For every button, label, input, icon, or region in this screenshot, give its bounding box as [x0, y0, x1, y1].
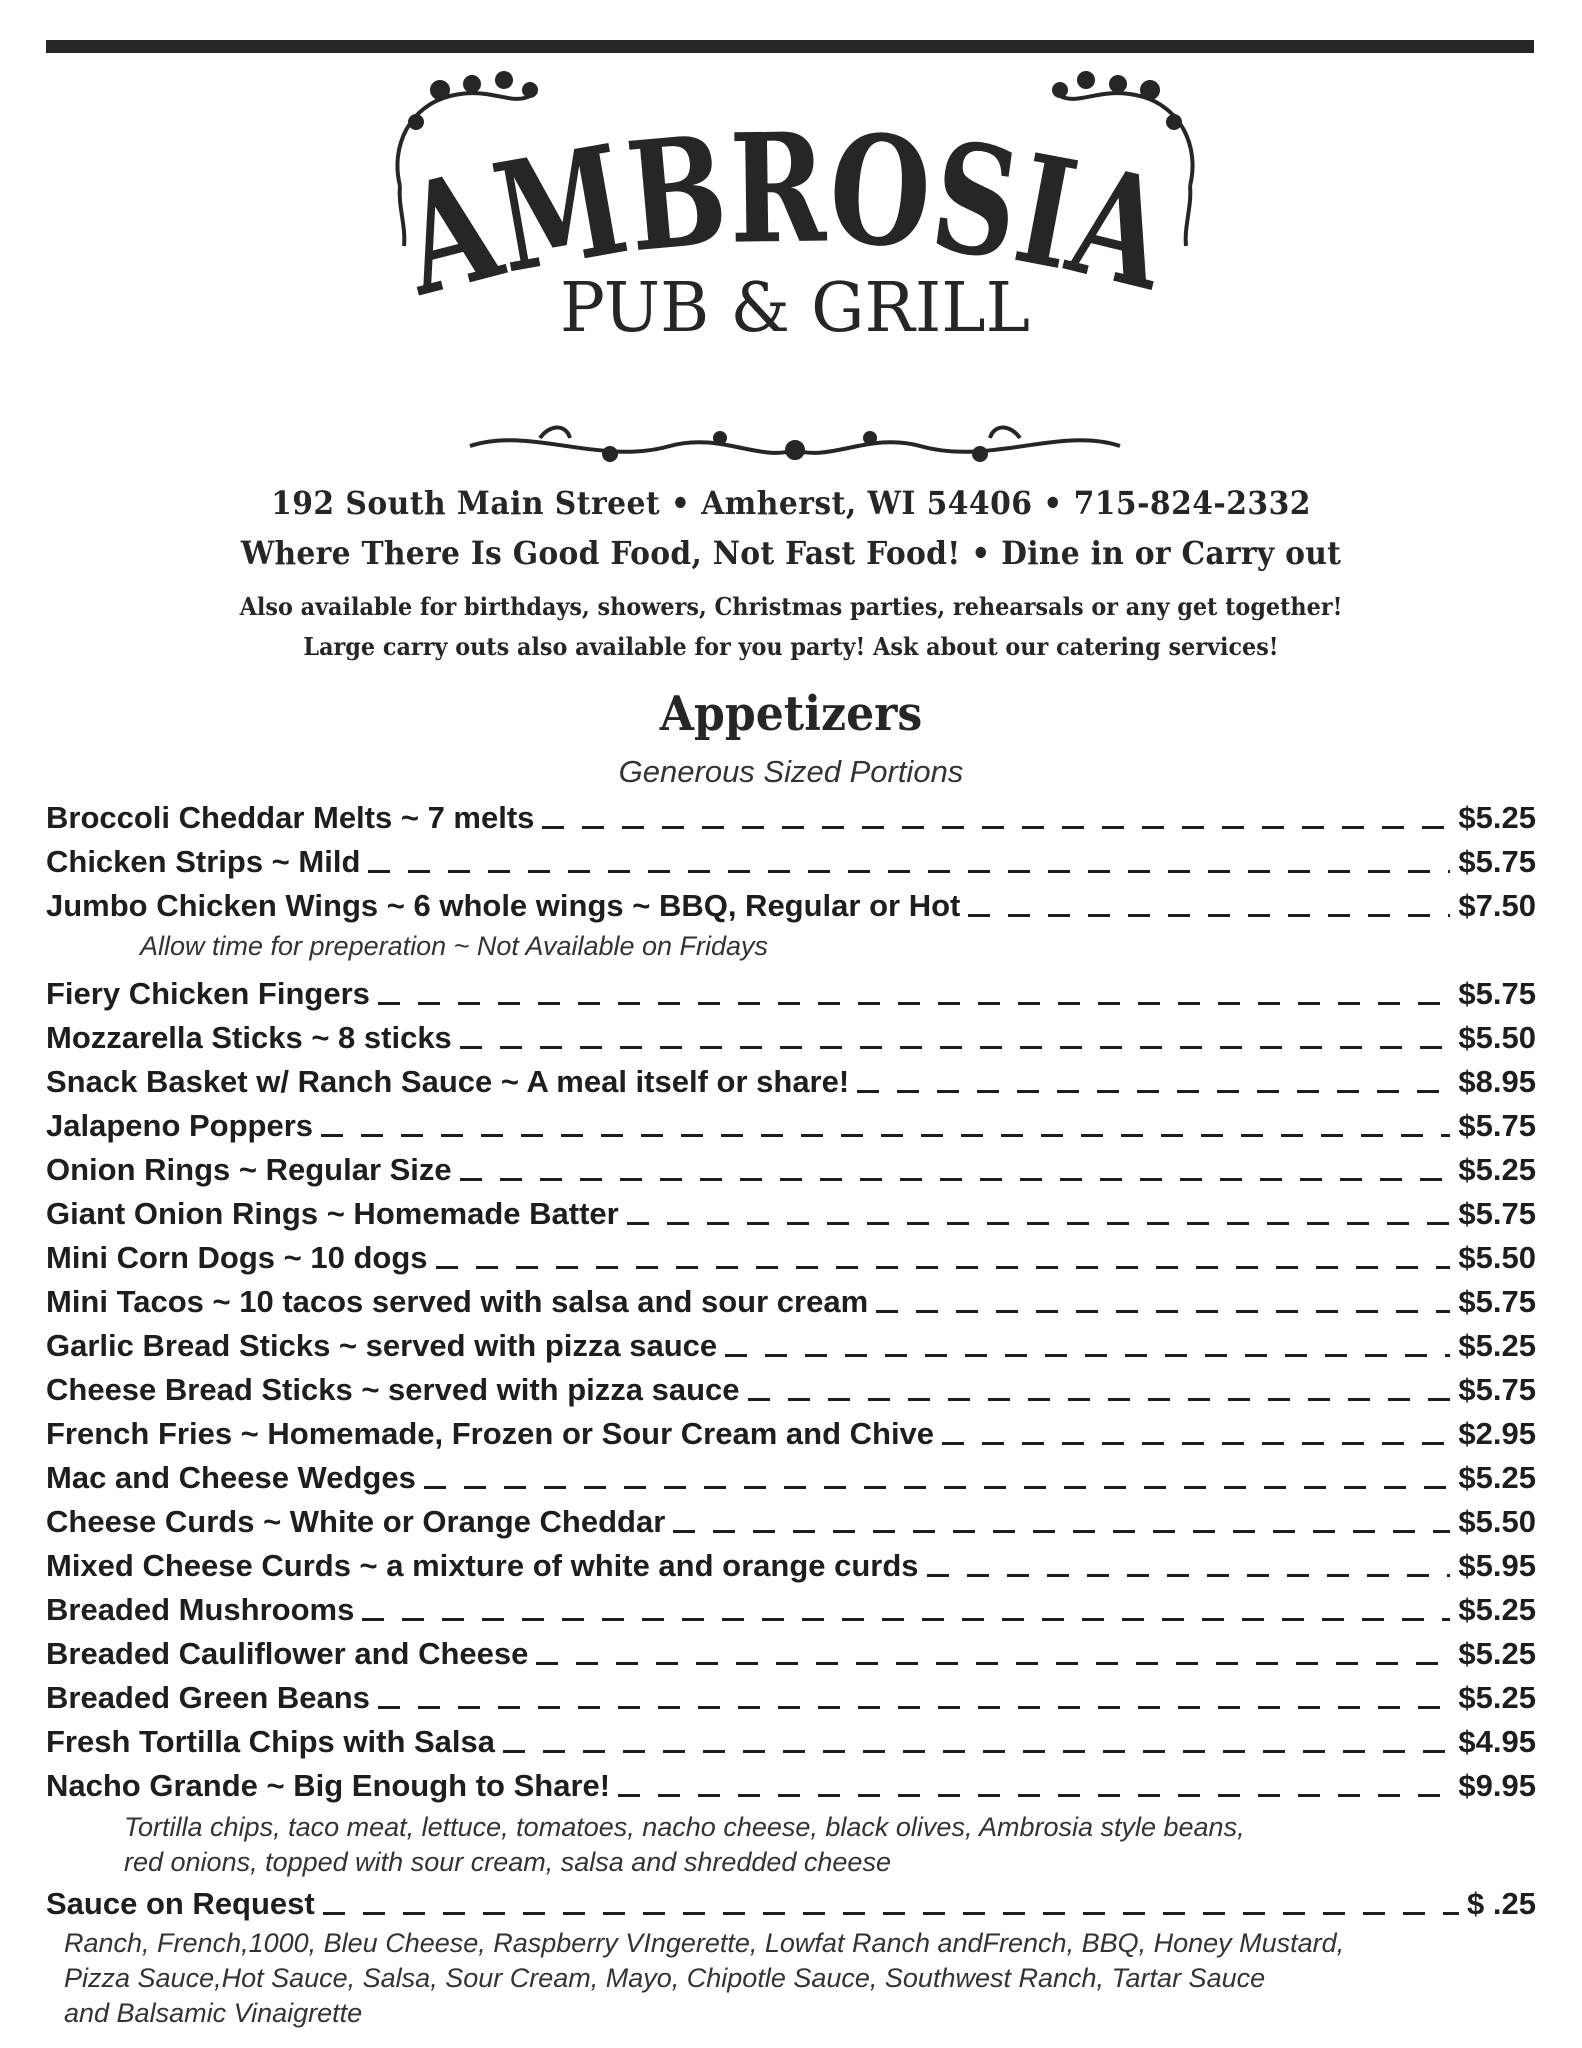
dotted-leader	[323, 1912, 1459, 1915]
item-name: Mixed Cheese Curds ~ a mixture of white and orange curds	[46, 1548, 919, 1583]
events-line: Also available for birthdays, showers, Christmas parties, rehearsals or any get together!	[239, 592, 1343, 621]
nacho-desc-line: red onions, topped with sour cream, salsa and shredded cheese	[124, 1847, 891, 1877]
menu-item	[46, 1544, 1536, 1588]
dotted-leader	[542, 826, 1450, 829]
item-price: $5.75	[1458, 844, 1536, 879]
item-price: $5.95	[1458, 1548, 1536, 1583]
item-name: Snack Basket w/ Ranch Sauce ~ A meal itself or share!	[46, 1064, 850, 1099]
item-name: Nacho Grande ~ Big Enough to Share!	[46, 1768, 611, 1803]
section-title: Appetizers	[659, 686, 923, 742]
scroll-divider-icon	[470, 428, 1120, 461]
item-name: Sauce on Request	[46, 1886, 315, 1921]
item-name: Breaded Mushrooms	[46, 1592, 355, 1627]
item-name: Breaded Cauliflower and Cheese	[46, 1636, 529, 1671]
menu-item	[46, 796, 1536, 840]
item-name: Cheese Bread Sticks ~ served with pizza sauce	[46, 1372, 740, 1407]
item-price: $5.50	[1458, 1240, 1536, 1275]
item-name: French Fries ~ Homemade, Frozen or Sour Cream and Chive	[46, 1416, 935, 1451]
dotted-leader	[503, 1750, 1450, 1753]
item-name: Fiery Chicken Fingers	[46, 976, 370, 1011]
dotted-leader	[968, 914, 1450, 917]
menu-item	[46, 1764, 1536, 1808]
menu-item	[46, 1060, 1536, 1104]
dotted-leader	[876, 1310, 1450, 1313]
dotted-leader	[942, 1442, 1450, 1445]
menu-item	[46, 884, 1536, 928]
menu-item	[46, 840, 1536, 884]
dotted-leader	[436, 1266, 1451, 1269]
menu-item	[46, 1280, 1536, 1324]
item-name: Fresh Tortilla Chips with Salsa	[46, 1724, 496, 1759]
sauce-desc-line: Ranch, French,1000, Bleu Cheese, Raspberry VIngerette, Lowfat Ranch andFrench, BBQ, Honey Mustard,	[64, 1928, 1345, 1958]
sauce-description	[46, 1926, 1536, 2031]
item-name: Jumbo Chicken Wings ~ 6 whole wings ~ BBQ, Regular or Hot	[46, 888, 961, 923]
dotted-leader	[857, 1090, 1450, 1093]
menu-item	[46, 1676, 1536, 1720]
item-price: $5.75	[1458, 1284, 1536, 1319]
item-price: $7.50	[1458, 888, 1536, 923]
item-price: $5.25	[1458, 1152, 1536, 1187]
dotted-leader	[748, 1398, 1451, 1401]
item-price: $5.25	[1458, 1460, 1536, 1495]
item-name: Chicken Strips ~ Mild	[46, 844, 361, 879]
item-price: $2.95	[1458, 1416, 1536, 1451]
item-price: $5.50	[1458, 1020, 1536, 1055]
brand-name: AMBROSIA	[384, 99, 1210, 331]
menu-item	[46, 1456, 1536, 1500]
dotted-leader	[378, 1002, 1451, 1005]
item-price: $5.75	[1458, 1372, 1536, 1407]
menu-item	[46, 1500, 1536, 1544]
sauce-desc-line: and Balsamic Vinaigrette	[64, 1998, 363, 2028]
menu-item	[46, 1412, 1536, 1456]
menu-item	[46, 972, 1536, 1016]
dotted-leader	[460, 1046, 1451, 1049]
item-name: Garlic Bread Sticks ~ served with pizza sauce	[46, 1328, 718, 1363]
dotted-leader	[627, 1222, 1451, 1225]
item-name: Broccoli Cheddar Melts ~ 7 melts	[46, 800, 535, 835]
menu-item	[46, 1236, 1536, 1280]
item-price: $5.50	[1458, 1504, 1536, 1539]
dotted-leader	[460, 1178, 1451, 1181]
item-name: Cheese Curds ~ White or Orange Cheddar	[46, 1504, 666, 1539]
dotted-leader	[378, 1706, 1451, 1709]
nacho-description	[46, 1808, 1536, 1882]
item-name: Breaded Green Beans	[46, 1680, 370, 1715]
dotted-leader	[368, 870, 1450, 873]
menu-item	[46, 1882, 1536, 1926]
item-price: $ .25	[1467, 1886, 1536, 1921]
sauce-desc-line: Pizza Sauce,Hot Sauce, Salsa, Sour Cream, Mayo, Chipotle Sauce, Southwest Ranch, Tartar Sauce	[64, 1963, 1266, 1993]
catering-line: Large carry outs also available for you party! Ask about our catering services!	[303, 632, 1279, 661]
dotted-leader	[725, 1354, 1450, 1357]
menu-item	[46, 1632, 1536, 1676]
item-price: $5.25	[1458, 1636, 1536, 1671]
item-name: Giant Onion Rings ~ Homemade Batter	[46, 1196, 619, 1231]
item-price: $9.95	[1458, 1768, 1536, 1803]
dotted-leader	[362, 1618, 1450, 1621]
section-subtitle: Generous Sized Portions	[618, 754, 964, 789]
item-name: Mac and Cheese Wedges	[46, 1460, 416, 1495]
item-name: Mini Corn Dogs ~ 10 dogs	[46, 1240, 428, 1275]
menu-item	[46, 1148, 1536, 1192]
dotted-leader	[536, 1662, 1450, 1665]
dotted-leader	[321, 1134, 1450, 1137]
dotted-leader	[618, 1794, 1450, 1797]
top-rule	[46, 40, 1534, 53]
brand-subtitle: PUB & GRILL	[560, 269, 1030, 348]
ambrosia-logo	[380, 66, 1210, 478]
menu-item	[46, 1104, 1536, 1148]
appetizer-menu	[46, 796, 1536, 2031]
menu-item	[46, 1192, 1536, 1236]
item-price: $5.75	[1458, 1196, 1536, 1231]
item-price: $4.95	[1458, 1724, 1536, 1759]
wings-note: Allow time for preperation ~ Not Available on Fridays	[140, 931, 769, 961]
item-price: $5.25	[1458, 1328, 1536, 1363]
menu-item	[46, 1720, 1536, 1764]
item-price: $5.25	[1458, 1592, 1536, 1627]
slogan-line: Where There Is Good Food, Not Fast Food! • Dine in or Carry out	[240, 534, 1342, 572]
menu-item	[46, 1368, 1536, 1412]
item-price: $5.25	[1458, 800, 1536, 835]
menu-item	[46, 1588, 1536, 1632]
item-name: Mozzarella Sticks ~ 8 sticks	[46, 1020, 452, 1055]
item-price: $5.25	[1458, 1680, 1536, 1715]
dotted-leader	[424, 1486, 1451, 1489]
item-price: $8.95	[1458, 1064, 1536, 1099]
dotted-leader	[927, 1574, 1451, 1577]
menu-item	[46, 1016, 1536, 1060]
item-name: Jalapeno Poppers	[46, 1108, 314, 1143]
address-line: 192 South Main Street • Amherst, WI 54406 • 715-824-2332	[271, 484, 1311, 522]
dotted-leader	[673, 1530, 1450, 1533]
menu-item	[46, 1324, 1536, 1368]
item-price: $5.75	[1458, 1108, 1536, 1143]
item-name: Mini Tacos ~ 10 tacos served with salsa and sour cream	[46, 1284, 869, 1319]
item-name: Onion Rings ~ Regular Size	[46, 1152, 452, 1187]
nacho-desc-line: Tortilla chips, taco meat, lettuce, tomatoes, nacho cheese, black olives, Ambrosia style beans,	[124, 1812, 1245, 1842]
item-price: $5.75	[1458, 976, 1536, 1011]
